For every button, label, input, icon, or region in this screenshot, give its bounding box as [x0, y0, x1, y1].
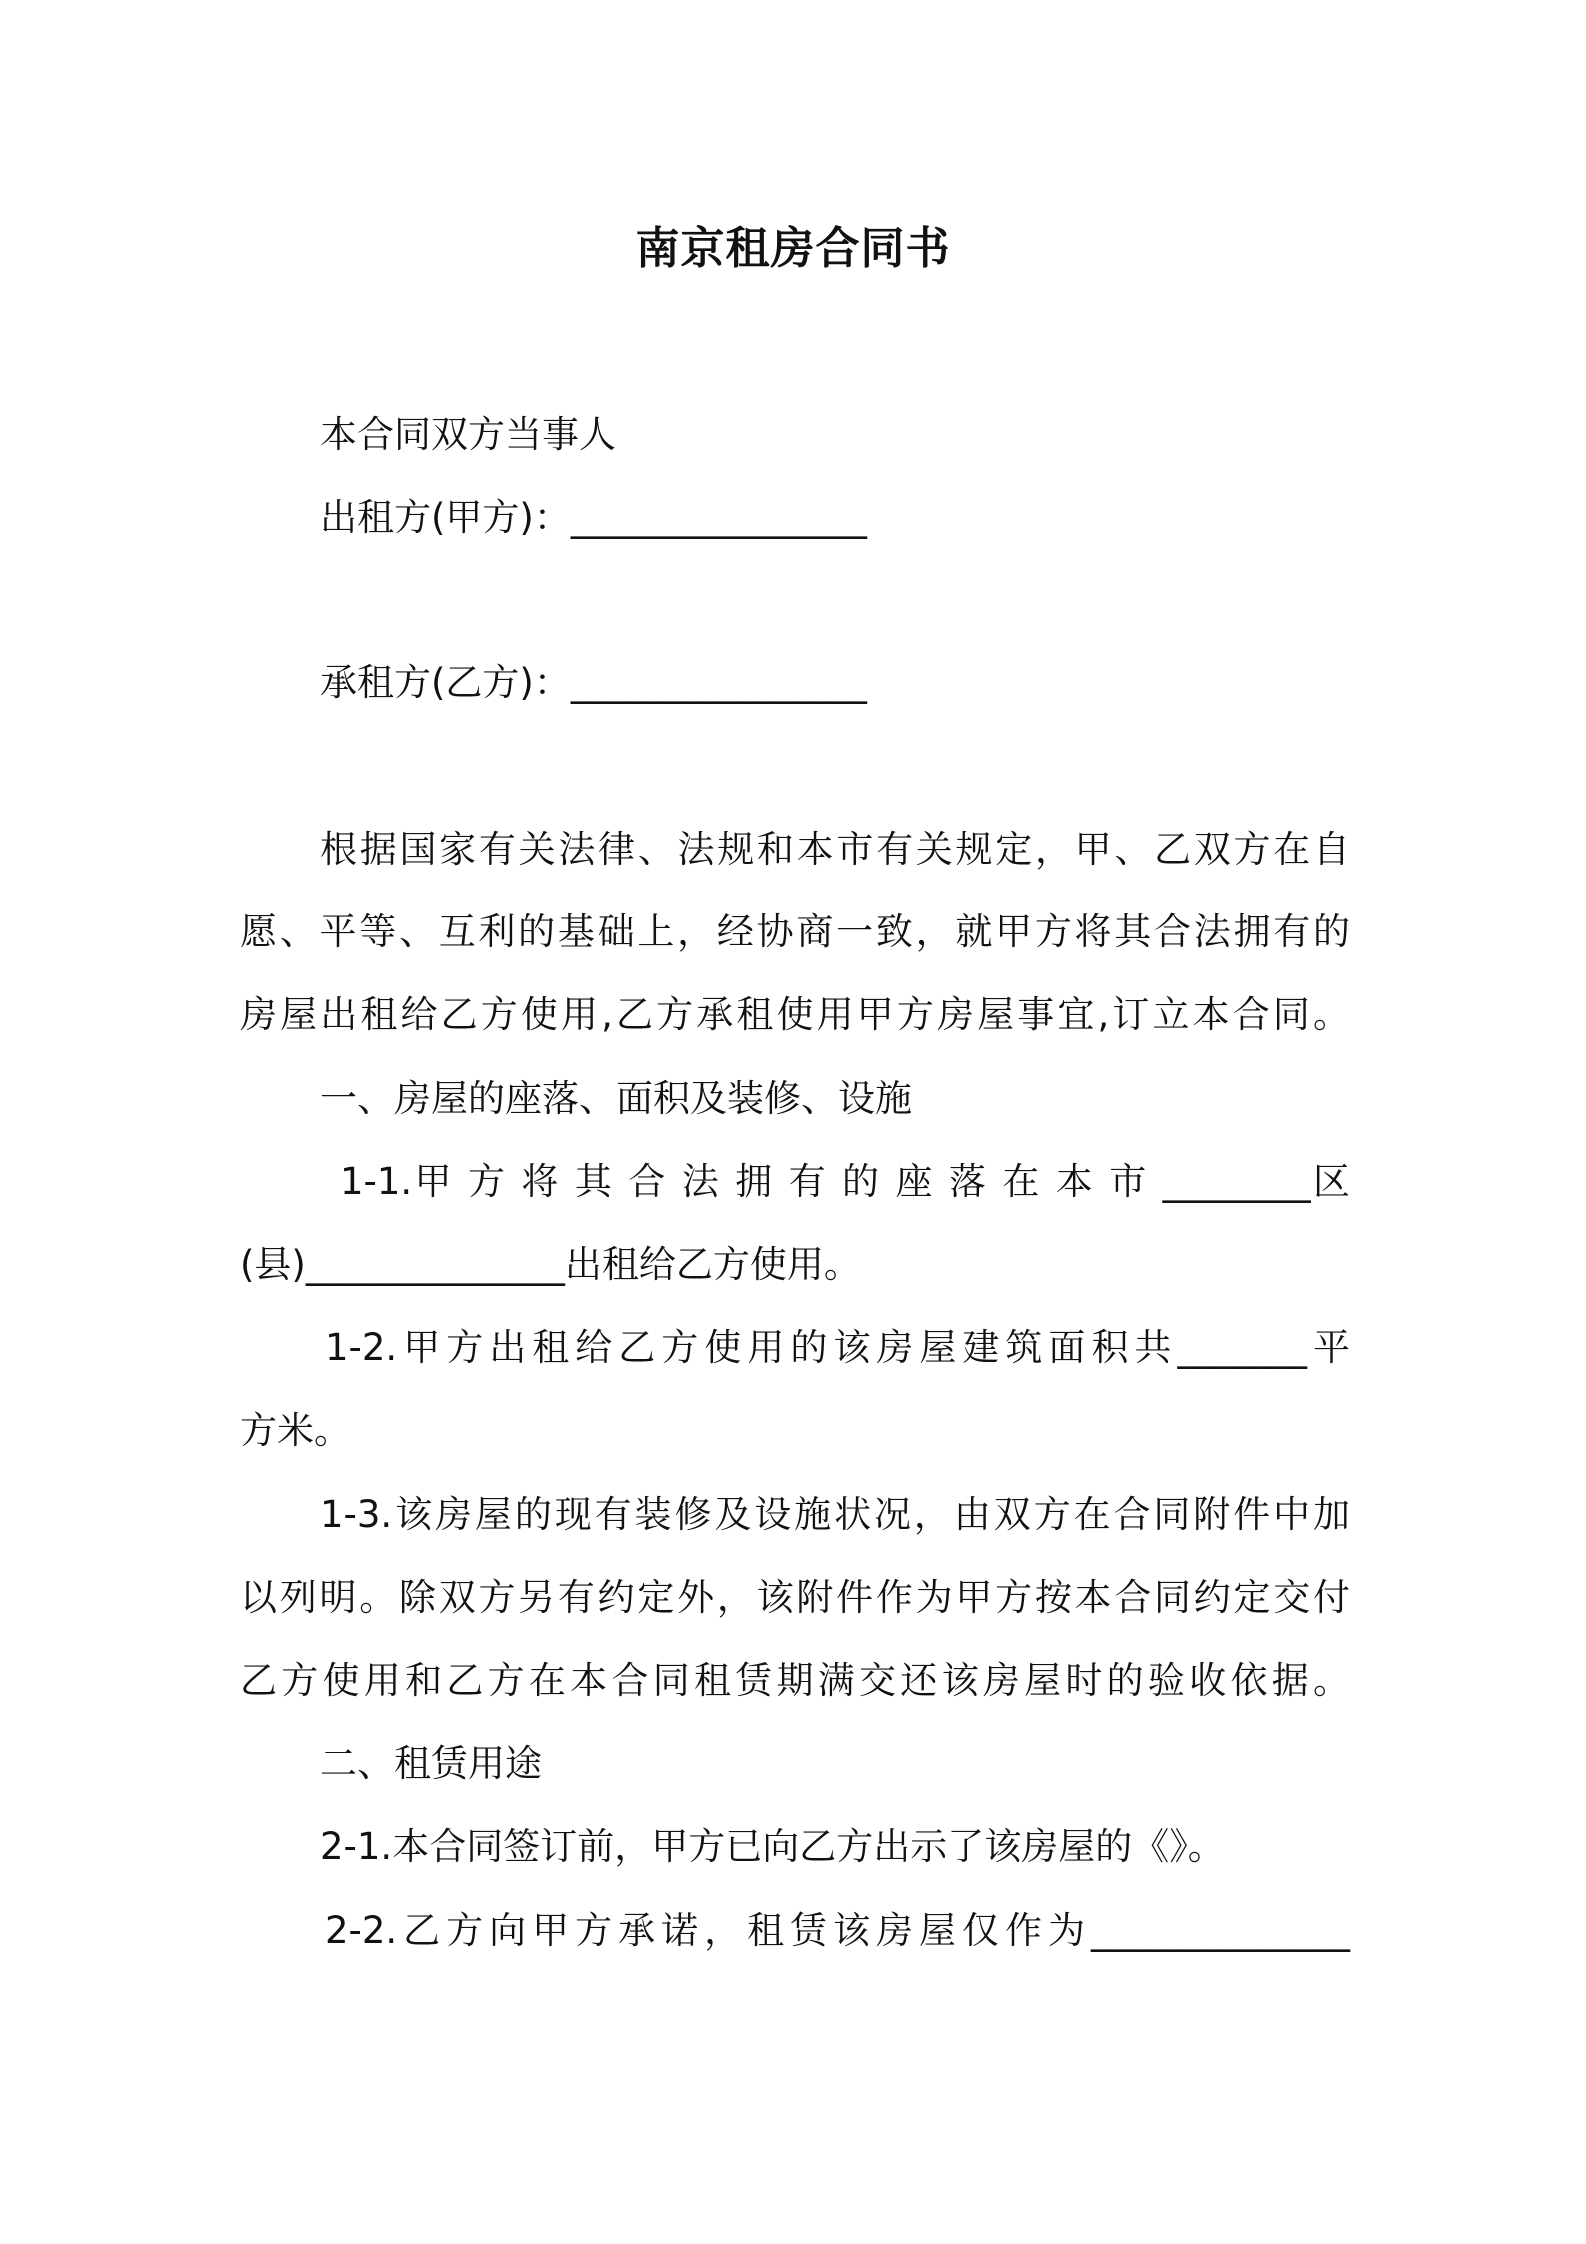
clause-2-2: 2-2.乙方向甲方承诺，租赁该房屋仅作为______________: [325, 1909, 1350, 1952]
clause-1-3-line-3: 乙方使用和乙方在本合同租赁期满交还该房屋时的验收依据。: [240, 1659, 1350, 1702]
lessor-field: 出租方(甲方)：________________: [320, 496, 867, 539]
document-title: 南京租房合同书: [635, 223, 951, 274]
clause-1-3-line-1: 1-3.该房屋的现有装修及设施状况，由双方在合同附件中加: [320, 1493, 1350, 1536]
lessee-field: 承租方(乙方)：________________: [320, 661, 867, 704]
preamble-line-1: 根据国家有关法律、法规和本市有关规定，甲、乙双方在自: [320, 828, 1350, 871]
preamble-line-2: 愿、平等、互利的基础上，经协商一致，就甲方将其合法拥有的: [240, 910, 1350, 953]
section-2-heading: 二、租赁用途: [320, 1742, 542, 1785]
section-1-heading: 一、房屋的座落、面积及装修、设施: [320, 1077, 912, 1120]
clause-1-2-line-1: 1-2.甲方出租给乙方使用的该房屋建筑面积共_______平: [325, 1326, 1350, 1369]
clause-1-2-line-2: 方米。: [240, 1409, 351, 1452]
clause-1-1-line-2: (县)______________出租给乙方使用。: [240, 1243, 861, 1286]
clause-1-1-line-1: 1-1.甲 方 将 其 合 法 拥 有 的 座 落 在 本 市 ________区: [340, 1160, 1350, 1203]
preamble-line-3: 房屋出租给乙方使用,乙方承租使用甲方房屋事宜,订立本合同。: [240, 993, 1350, 1036]
clause-2-1: 2-1.本合同签订前，甲方已向乙方出示了该房屋的《》。: [320, 1825, 1225, 1868]
parties-heading: 本合同双方当事人: [320, 413, 616, 456]
clause-1-3-line-2: 以列明。除双方另有约定外，该附件作为甲方按本合同约定交付: [240, 1576, 1350, 1619]
